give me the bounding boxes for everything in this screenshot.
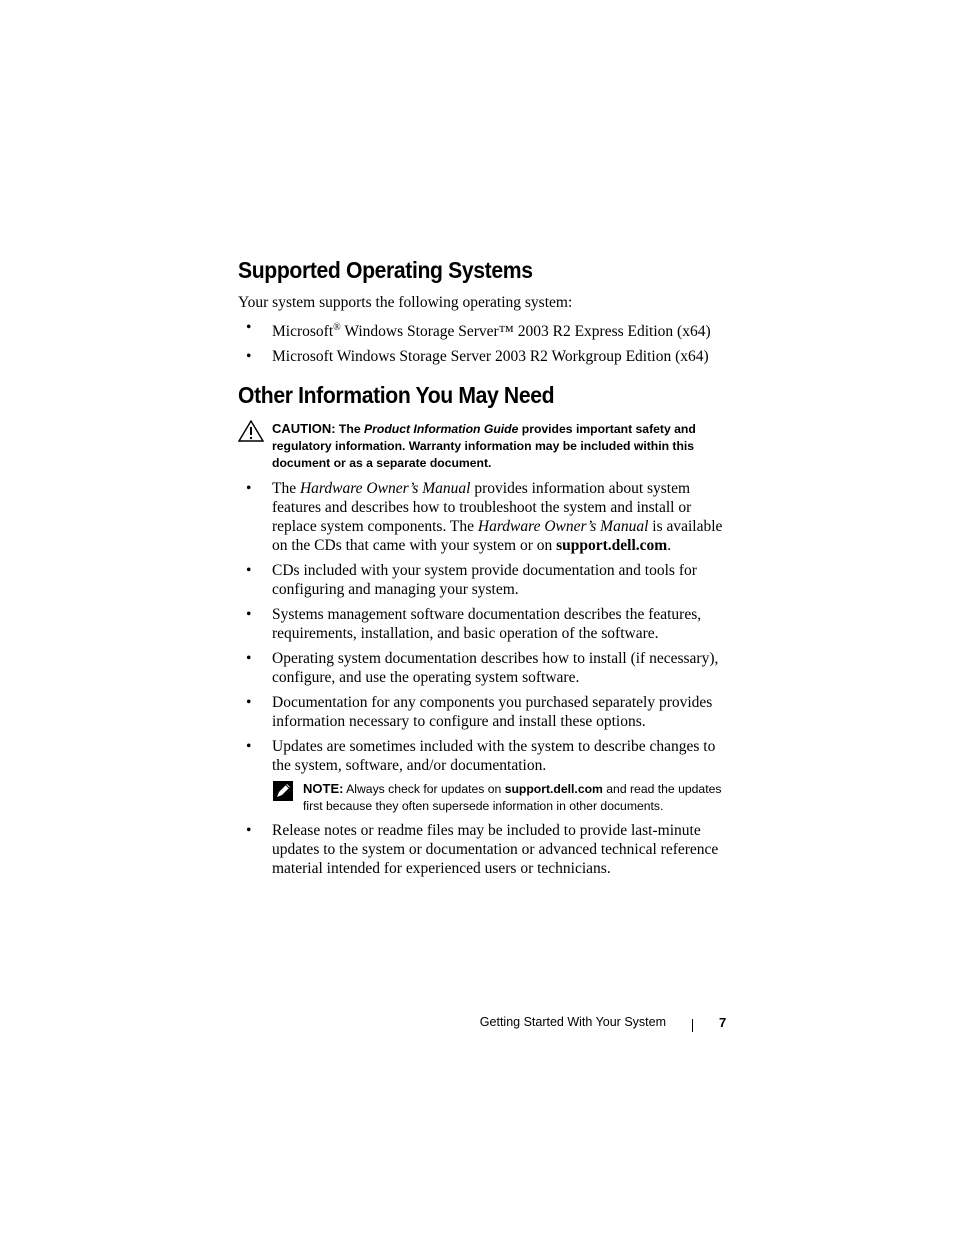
list-item: • Updates are sometimes included with the system to describe changes to the system, software, and/or documentation.: [246, 738, 716, 774]
list-item: • Microsoft Windows Storage Server 2003 R2 Workgroup Edition (x64): [246, 348, 709, 366]
note-text: NOTE: Always check for updates on support.dell.com and read the updates first because they often supersede information in other documents.: [303, 781, 722, 813]
caution-label: CAUTION:: [272, 421, 336, 436]
list-item: • Operating system documentation describes how to install (if necessary), configure, and use the operating system software.: [246, 650, 719, 686]
bullet-icon: •: [246, 319, 252, 336]
page-footer: [0, 1015, 954, 1035]
page-number: 7: [719, 1015, 727, 1030]
footer-title: Getting Started With Your System: [479, 1015, 666, 1029]
bullet-icon: •: [246, 562, 252, 579]
heading-other-information: Other Information You May Need: [238, 382, 555, 408]
note-pencil-icon: [272, 780, 294, 802]
os-list: [238, 318, 733, 372]
support-link[interactable]: support.dell.com: [504, 782, 603, 796]
caution-text: CAUTION: The Product Information Guide provides important safety and regulatory information. Warranty information may be included within this document or as a separate document.: [272, 421, 696, 470]
intro-text: Your system supports the following operating system:: [238, 294, 573, 311]
bullet-icon: •: [246, 694, 252, 711]
bullet-icon: •: [246, 822, 252, 839]
bullet-icon: •: [246, 480, 252, 497]
heading-supported-operating-systems: Supported Operating Systems: [238, 257, 533, 283]
list-item: • Microsoft® Windows Storage Server™ 2003 R2 Express Edition (x64): [246, 319, 711, 341]
product-information-guide-title: Product Information Guide: [364, 422, 519, 436]
bullet-icon: •: [246, 650, 252, 667]
info-list: [238, 821, 733, 884]
info-list: [238, 479, 733, 781]
bullet-icon: •: [246, 738, 252, 755]
bullet-icon: •: [246, 348, 252, 366]
list-item: • Systems management software documentation describes the features, requirements, installation, and basic operation of the software.: [246, 606, 702, 642]
list-item: • Documentation for any components you purchased separately provides information necessary to configure and install these options.: [246, 694, 713, 730]
list-item: • CDs included with your system provide documentation and tools for configuring and managing your system.: [246, 562, 697, 598]
footer-divider: [692, 1019, 693, 1032]
list-item: • The Hardware Owner’s Manual provides information about system features and describes how to troubleshoot the system and install or replace system components. The Hardware Owner’s Manual is available on the CDs that came with your system or on support.dell.com.: [246, 480, 723, 554]
bullet-icon: •: [246, 606, 252, 623]
list-item: • Release notes or readme files may be included to provide last-minute updates to the system or documentation or advanced technical reference material intended for experienced users or technicians.: [246, 822, 719, 877]
support-link[interactable]: support.dell.com: [556, 537, 668, 554]
warning-triangle-icon: [238, 420, 264, 442]
note-label: NOTE:: [303, 781, 344, 796]
